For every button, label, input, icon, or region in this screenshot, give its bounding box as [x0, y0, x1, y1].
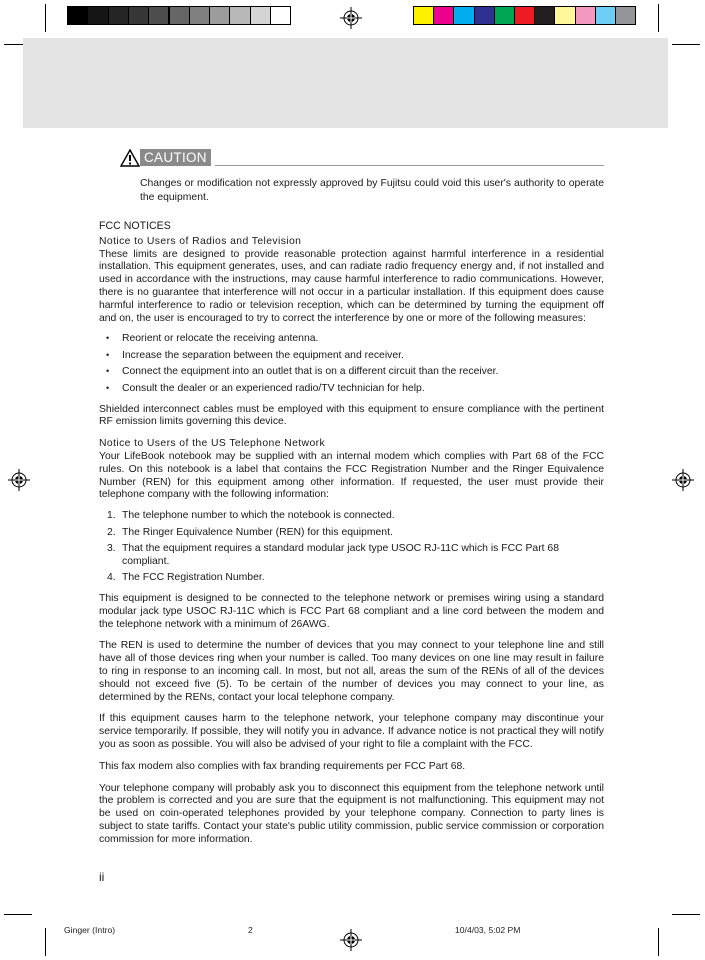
color-swatch: [169, 6, 190, 25]
item-number: 3.: [107, 542, 116, 554]
crop-mark: [672, 44, 700, 45]
color-swatch: [189, 6, 210, 25]
color-swatch: [474, 6, 495, 25]
radio-paragraph: These limits are designed to provide reasonable protection against harmful interference in a residential installation. This equipment generates, uses, and can radiate radio frequency energy and, if not installed and used in accordance with the instructions, may cause harmful interference to radio communications. However, there is no guarantee that interference will not occur in a particular installation. If this equipment does cause harmful interference to radio or television reception, which can be determined by turning the equipment off and on, the user is encouraged to try to correct the interference by one or more of the following measures:: [99, 248, 604, 324]
color-swatch: [209, 6, 230, 25]
paragraph: Your telephone company will probably ask you to disconnect this equipment from the telephone network until the problem is corrected and you are sure that the equipment is not malfunctioning. This equipment may not be used on coin-operated telephones provided by your telephone company. Connection to party lines is subject to state tariffs. Contact your state's public utility commission, public service commission or corporation commission for more information.: [99, 782, 604, 845]
color-swatch: [270, 6, 291, 25]
item-number: 1.: [107, 510, 116, 522]
item-text: That the equipment requires a standard modular jack type USOC RJ-11C which is FCC Part 68 compliant.: [122, 542, 559, 567]
color-swatch: [433, 6, 454, 25]
item-text: The FCC Registration Number.: [122, 572, 265, 584]
page-number: ii: [99, 870, 105, 884]
color-swatch: [534, 6, 555, 25]
color-swatch: [494, 6, 515, 25]
color-swatch: [413, 6, 434, 25]
caution-rule: [215, 165, 604, 166]
color-swatch: [554, 6, 575, 25]
list-item: • Reorient or relocate the receiving antenna.: [99, 333, 604, 346]
list-item: [99, 543, 604, 569]
radio-heading: Notice to Users of Radios and Television: [99, 235, 302, 247]
fcc-content: [99, 220, 604, 847]
color-swatch: [229, 6, 250, 25]
measures-list: [99, 333, 604, 395]
list-item: • Connect the equipment into an outlet that is on a different circuit than the receiver.: [99, 366, 604, 379]
color-swatch: [87, 6, 108, 25]
item-text: The telephone number to which the notebook is connected.: [122, 510, 395, 522]
color-swatch: [128, 6, 149, 25]
list-item: [99, 572, 604, 585]
telephone-heading: Notice to Users of the US Telephone Network: [99, 438, 326, 450]
telephone-paragraph: Your LifeBook notebook may be supplied with an internal modem which complies with Part 68 of the FCC rules. On this notebook is a label that contains the FCC Registration Number and the Ringer Equivalence Number (REN) for this equipment among other information. If requested, the user must provide their telephone company with the following information:: [99, 451, 604, 501]
crop-mark: [658, 928, 659, 956]
crop-mark: [658, 4, 659, 32]
fcc-heading: FCC NOTICES: [99, 220, 171, 232]
registration-mark-icon: [8, 469, 30, 491]
warning-triangle-icon: [120, 149, 140, 167]
info-list: [99, 510, 604, 585]
paragraph: This equipment is designed to be connected to the telephone network or premises wiring using a standard modular jack type USOC RJ-11C which is FCC Part 68 compliant and a line cord between the modem and the telephone network with a minimum of 26AWG.: [99, 592, 604, 630]
registration-mark-icon: [340, 7, 362, 29]
slug-file: Ginger (Intro): [64, 925, 116, 935]
header-band: [23, 38, 668, 128]
paragraph: The REN is used to determine the number of devices that you may connect to your telephone line and still have all of those devices ring when your number is called. Too many devices on one line may result in failure to ring in response to an incoming call. In most, but not all, areas the sum of the RENs of all of the devices should not exceed five (5). To be certain of the number of devices you may connect to your line, as determined by the RENs, contact your local telephone company.: [99, 640, 604, 703]
slug-page: 2: [248, 925, 253, 935]
list-item: • Consult the dealer or an experienced radio/TV technician for help.: [99, 383, 604, 396]
color-swatch: [250, 6, 271, 25]
list-item: [99, 510, 604, 523]
shielded-paragraph: Shielded interconnect cables must be employed with this equipment to ensure compliance with the pertinent RF emission limits governing this device.: [99, 403, 604, 428]
crop-mark: [45, 928, 46, 956]
item-number: 4.: [107, 572, 116, 584]
list-item: • Increase the separation between the equipment and receiver.: [99, 350, 604, 363]
paragraph: This fax modem also complies with fax branding requirements per FCC Part 68.: [99, 760, 466, 772]
color-swatch: [595, 6, 616, 25]
caution-label: CAUTION: [140, 149, 211, 166]
color-swatch: [108, 6, 129, 25]
list-item: [99, 527, 604, 540]
caution-header: [120, 149, 604, 167]
paragraph: If this equipment causes harm to the telephone network, your telephone company may discontinue your service temporarily. If possible, they will notify you in advance. If advance notice is not practical they will notify you as soon as possible. You will also be advised of your right to file a complaint with the FCC.: [99, 713, 604, 750]
crop-mark: [672, 914, 700, 915]
color-swatch: [148, 6, 169, 25]
item-number: 2.: [107, 526, 116, 538]
color-swatch: [514, 6, 535, 25]
color-swatch: [67, 6, 88, 25]
registration-mark-icon: [340, 929, 362, 951]
crop-mark: [45, 4, 46, 32]
color-swatch: [615, 6, 636, 25]
crop-mark: [4, 914, 32, 915]
slug-date: 10/4/03, 5:02 PM: [455, 925, 521, 935]
caution-text: Changes or modification not expressly approved by Fujitsu could void this user's authority to operate the equipment.: [140, 178, 604, 203]
color-swatch: [453, 6, 474, 25]
color-swatch: [575, 6, 596, 25]
registration-mark-icon: [672, 469, 694, 491]
item-text: The Ringer Equivalence Number (REN) for this equipment.: [122, 526, 393, 538]
